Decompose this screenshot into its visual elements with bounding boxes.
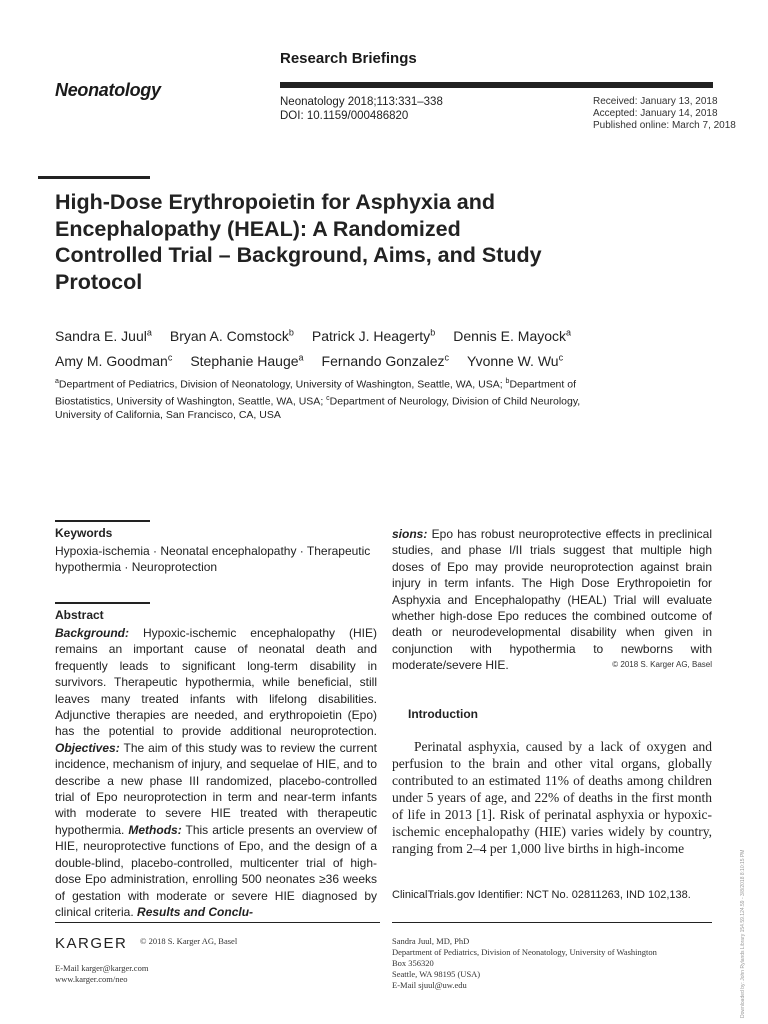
author: Yvonne W. Wu$^c$ — [467, 352, 564, 370]
footer-rule-left — [55, 922, 380, 923]
published-date: Published online: March 7, 2018 — [593, 120, 736, 131]
results-text: Epo has robust neuroprotective effects in preclinical studies, and phase I/II trials suggest that multiple high doses of Epo may provide neuroprotection against brain injury in term infants. The High Dose Erythropoietin for Asphyxia and Encephalopathy (HEAL) Trial will evaluate whether high-dose Epo reduces the combined outcome of death or neurodevelopmental disability when given in conjunction with hypothermia to newborns with moderate/severe HIE. — [392, 527, 712, 673]
author: Amy M. Goodman$^c$ — [55, 352, 173, 370]
keywords-list: Hypoxia-ischemia · Neonatal encephalopathy · Therapeutic hypothermia · Neuroprotection — [55, 544, 371, 575]
abstract-rule — [55, 602, 150, 604]
results-label: Results and Conclu- — [137, 904, 254, 919]
download-note: Downloaded by: John Rylands Library 154.59.124.59 - 3/8/2018 8:10:15 PM — [740, 849, 746, 1018]
publisher-email: E-Mail karger@karger.com — [55, 963, 149, 973]
title-line: High-Dose Erythropoietin for Asphyxia and — [55, 190, 495, 214]
abstract-right-column — [392, 526, 712, 674]
affiliations: $^a$Department of Pediatrics, Division of Neonatology, University of Washington, Seattle, WA, USA; $^b$Department of Biostatistics, University of Washington, Seattle, WA, USA; $^c$Department of Neurology, Division of Child Neurology, University of California, San Francisco, CA, USA — [55, 378, 581, 421]
author-list — [55, 321, 725, 372]
correspondence — [392, 936, 657, 991]
author: Sandra E. Juul$^a$ — [55, 327, 152, 344]
methods-label: Methods: — [128, 822, 182, 837]
journal-name: Neonatology — [55, 80, 161, 100]
results-label-cont: sions: — [392, 527, 428, 541]
abstract-copyright: © 2018 S. Karger AG, Basel — [612, 660, 712, 669]
header-rule — [280, 82, 713, 88]
citation — [280, 95, 443, 123]
footer-copyright: © 2018 S. Karger AG, Basel — [140, 936, 238, 946]
article-title — [55, 189, 735, 295]
introduction-heading: Introduction — [408, 707, 478, 721]
publisher-website: www.karger.com/neo — [55, 974, 128, 984]
keywords-heading: Keywords — [55, 526, 113, 540]
correspondence-email: E-Mail sjuul@uw.edu — [392, 980, 467, 990]
dates — [593, 96, 736, 132]
methods-text: This article presents an overview of HIE, neuroprotective functions of Epo, and the design of a double-blind, placebo-controlled, multicenter trial of high-dose Epo administration, enrolling 500 neonates ≥36 weeks of gestation with moderate or severe HIE diagnosed by clinical criteria. — [55, 822, 378, 919]
background-label: Background: — [55, 626, 130, 640]
objectives-text: The aim of this study was to review the current incidence, mechanism of injury, and sequelae of HIE, and to describe a new phase III randomized, placebo-controlled trial of Epo neuroprotection in term and near-term infants with moderate to severe HIE treated with therapeutic hypothermia. — [55, 740, 377, 837]
citation-doi: DOI: 10.1159/000486820 — [280, 110, 409, 122]
section-label: Research Briefings — [280, 50, 417, 67]
accepted-date: Accepted: January 14, 2018 — [593, 108, 718, 119]
correspondence-city: Seattle, WA 98195 (USA) — [392, 969, 481, 979]
introduction-body — [392, 738, 712, 857]
title-rule — [38, 176, 150, 179]
received-date: Received: January 13, 2018 — [593, 96, 718, 107]
abstract-heading: Abstract — [55, 608, 104, 622]
background-text: Hypoxic-ischemic encephalopathy (HIE) remains an important cause of neonatal death and frequently leads to significant long-term disability in survivors. Therapeutic hypothermia, while beneficial, still leaves many treated infants with lifelong disabilities. Adjunctive therapies are needed, and erythropoietin (Epo) has the potential to provide additional neuroprotection. — [55, 626, 377, 739]
publisher-contact — [55, 963, 148, 985]
correspondence-box: Box 356320 — [392, 958, 434, 968]
title-line: Protocol — [55, 269, 143, 294]
trial-identifier: ClinicalTrials.gov Identifier: NCT No. 02811263, IND 102,138. — [392, 889, 691, 901]
introduction-text: Perinatal asphyxia, caused by a lack of oxygen and perfusion to the brain and other vital organs, globally contributed to an estimated 11% of deaths among children under 5 years of age, and 22% of deaths in the first month of life in 2013 [1]. Risk of perinatal asphyxia or hypoxic-ischemic encephalopathy (HIE) varies widely by country, ranging from 2–4 per 1,000 live births in high-income — [392, 739, 712, 856]
citation-volume: Neonatology 2018;113:331–338 — [280, 96, 443, 108]
correspondence-name: Sandra Juul, MD, PhD — [392, 936, 470, 946]
author: Dennis E. Mayock$^a$ — [453, 327, 572, 344]
title-line: Encephalopathy (HEAL): A Randomized — [55, 216, 461, 241]
author: Stephanie Hauge$^a$ — [190, 352, 304, 370]
author: Fernando Gonzalez$^c$ — [321, 352, 450, 370]
objectives-label: Objectives: — [55, 740, 120, 755]
author: Patrick J. Heagerty$^b$ — [311, 327, 436, 344]
correspondence-dept: Department of Pediatrics, Division of Neonatology, University of Washington — [392, 947, 657, 957]
keywords-rule — [55, 520, 150, 522]
abstract-left-column — [55, 625, 377, 920]
author: Bryan A. Comstock$^b$ — [169, 327, 294, 344]
footer-rule-right — [392, 922, 712, 923]
publisher-logo: KARGER — [55, 935, 128, 952]
title-line: Controlled Trial – Background, Aims, and Study — [55, 243, 542, 267]
